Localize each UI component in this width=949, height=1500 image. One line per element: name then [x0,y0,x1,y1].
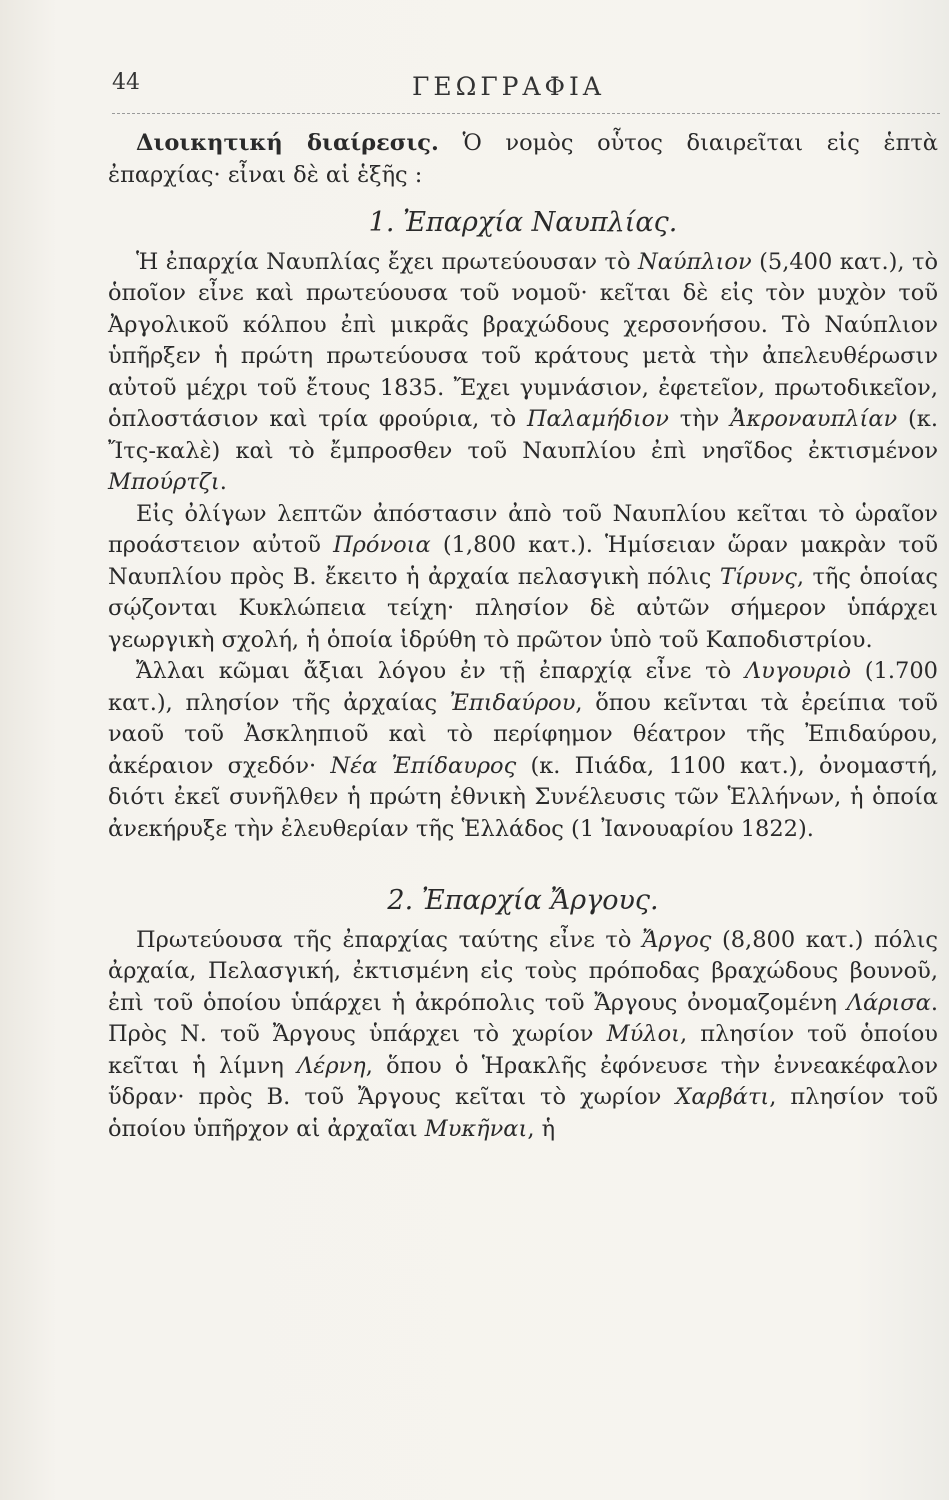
section-1-paragraph-3 [108,656,938,845]
text-run: , ἡ [527,1115,556,1142]
section-2-title: 2. Ἐπαρχία Ἄργους. [387,885,659,916]
page-body [108,128,938,1145]
place-name: Ναύπλιον [638,248,752,275]
place-name: Μπούρτζι [108,469,220,495]
intro-paragraph [108,128,938,191]
running-title: ΓΕΩΓΡΑΦΙΑ [412,72,605,101]
section-2-paragraph-1 [108,925,938,1146]
section-1-title: 1. Ἐπαρχία Ναυπλίας. [368,207,678,238]
text-run: τὴν [668,406,731,432]
text-run: (1.700 κατ.), πλησίον τῆς ἀρχαίας [108,658,939,716]
page-header [112,70,940,110]
text-run: (8,800 κατ.) πόλις ἀρχαία, Πελασγική, ἐκτισμένη εἰς τοὺς πρόποδας βραχώδους βουνοῦ, ἐπὶ τοῦ ὁποίου ὑπάρχει ἡ ἀκρόπολις τοῦ Ἄργους ὀνομαζομένη [108,926,938,1016]
place-name: Ἐπιδαύρου [449,689,576,716]
section-1-paragraph-1 [108,247,938,499]
section-gap [108,845,938,869]
text-run: Ἄλλαι κῶμαι ἄξιαι λόγου ἐν τῇ ἐπαρχίᾳ εἶνε τὸ [136,658,745,684]
place-name: Ἄργος [642,926,712,953]
text-run: Εἰς ὀλίγων λεπτῶν ἀπόστασιν ἀπὸ τοῦ Ναυπλίου κεῖται τὸ ὡραῖον προάστειον αὐτοῦ [108,500,938,558]
header-rule [112,113,940,114]
text-run: (κ. Πιάδα, 1100 κατ.), ὀνομαστή, διότι ἐκεῖ συνῆλθεν ἡ πρώτη ἐθνικὴ Συνέλευσις τῶν Ἑλλήνων, ἡ ὁποία ἀνεκήρυξε τὴν ἐλευθερίαν τῆς Ἑλλάδος (1 Ἰανουαρίου 1822). [108,752,938,842]
place-name: Μυκῆναι [424,1115,528,1142]
place-name: Παλαμήδιον [526,406,669,432]
text-run: (κ. Ἴτς-καλὲ) καὶ τὸ ἔμπροσθεν τοῦ Ναυπλίου ἐπὶ νησῖδος ἐκτισμένον [108,406,938,464]
text-run: , ὅπου κεῖνται τὰ ἐρείπια τοῦ ναοῦ τοῦ Ἀσκληπιοῦ καὶ τὸ περίφημον θέατρον τῆς Ἐπιδαύρου, ἀκέραιον σχεδόν· [108,689,938,779]
place-name: Χαρβάτι [675,1084,770,1110]
text-run: . Πρὸς Ν. τοῦ Ἄργους ὑπάρχει τὸ χωρίον [108,989,938,1047]
text-run: , πλησίον τοῦ ὁποίου κεῖται ἡ λίμνη [108,1021,938,1079]
place-name: Λάρισα [846,989,931,1016]
place-name: Τίρυνς [719,563,797,590]
place-name: Νέα Ἐπίδαυρος [330,752,517,779]
text-run: , ὅπου ὁ Ἡρακλῆς ἐφόνευσε τὴν ἐννεακέφαλον ὕδραν· πρὸς Β. τοῦ Ἄργους κεῖται τὸ χωρίον [108,1052,938,1110]
section-1-paragraph-2 [108,499,938,657]
text-run: Πρωτεύουσα τῆς ἐπαρχίας ταύτης εἶνε τὸ [136,926,643,953]
text-run: . [219,469,227,495]
page-number: 44 [112,70,140,95]
text-run: (1,800 κατ.). Ἡμίσειαν ὥραν μακρὰν τοῦ Ναυπλίου πρὸς Β. ἔκειτο ἡ ἀρχαία πελασγικὴ πόλις [108,532,938,590]
place-name: Λέρνη [297,1052,366,1079]
place-name: Λυγουριὸ [744,658,852,684]
intro-text: Ὁ νομὸς οὗτος διαιρεῖται εἰς ἑπτὰ ἐπαρχίας· εἶναι δὲ αἱ ἑξῆς : [108,130,938,188]
text-run: (5,400 κατ.), τὸ ὁποῖον εἶνε καὶ πρωτεύουσα τοῦ νομοῦ· κεῖται δὲ εἰς τὸν μυχὸν τοῦ Ἀργολικοῦ κόλπου ἐπὶ μικρᾶς βραχώδους χερσονήσου. Τὸ Ναύπλιον ὑπῆρξεν ἡ πρώτη πρωτεύουσα τοῦ κράτους μετὰ τὴν ἀπελευθέρωσιν αὐτοῦ μέχρι τοῦ ἔτους 1835. Ἔχει γυμνάσιον, ἐφετεῖον, πρωτοδικεῖον, ὁπλοστάσιον καὶ τρία φρούρια, τὸ [108,248,938,432]
text-run: , τῆς ὁποίας σῴζονται Κυκλώπεια τείχη· πλησίον δὲ αὐτῶν σήμερον ὑπάρχει γεωργικὴ σχολή, ἡ ὁποία ἱδρύθη τὸ πρῶτον ὑπὸ τοῦ Καποδιστρίου. [108,563,938,653]
place-name: Πρόνοια [333,532,431,558]
text-run: , πλησίον τοῦ ὁποίου ὑπῆρχον αἱ ἀρχαῖαι [108,1084,939,1142]
place-name: Ἀκροναυπλίαν [730,406,898,432]
text-run: Ἡ ἐπαρχία Ναυπλίας ἔχει πρωτεύουσαν τὸ [136,248,638,275]
intro-heading: Διοικητική διαίρεσις. [136,130,439,156]
place-name: Μύλοι [606,1021,680,1047]
